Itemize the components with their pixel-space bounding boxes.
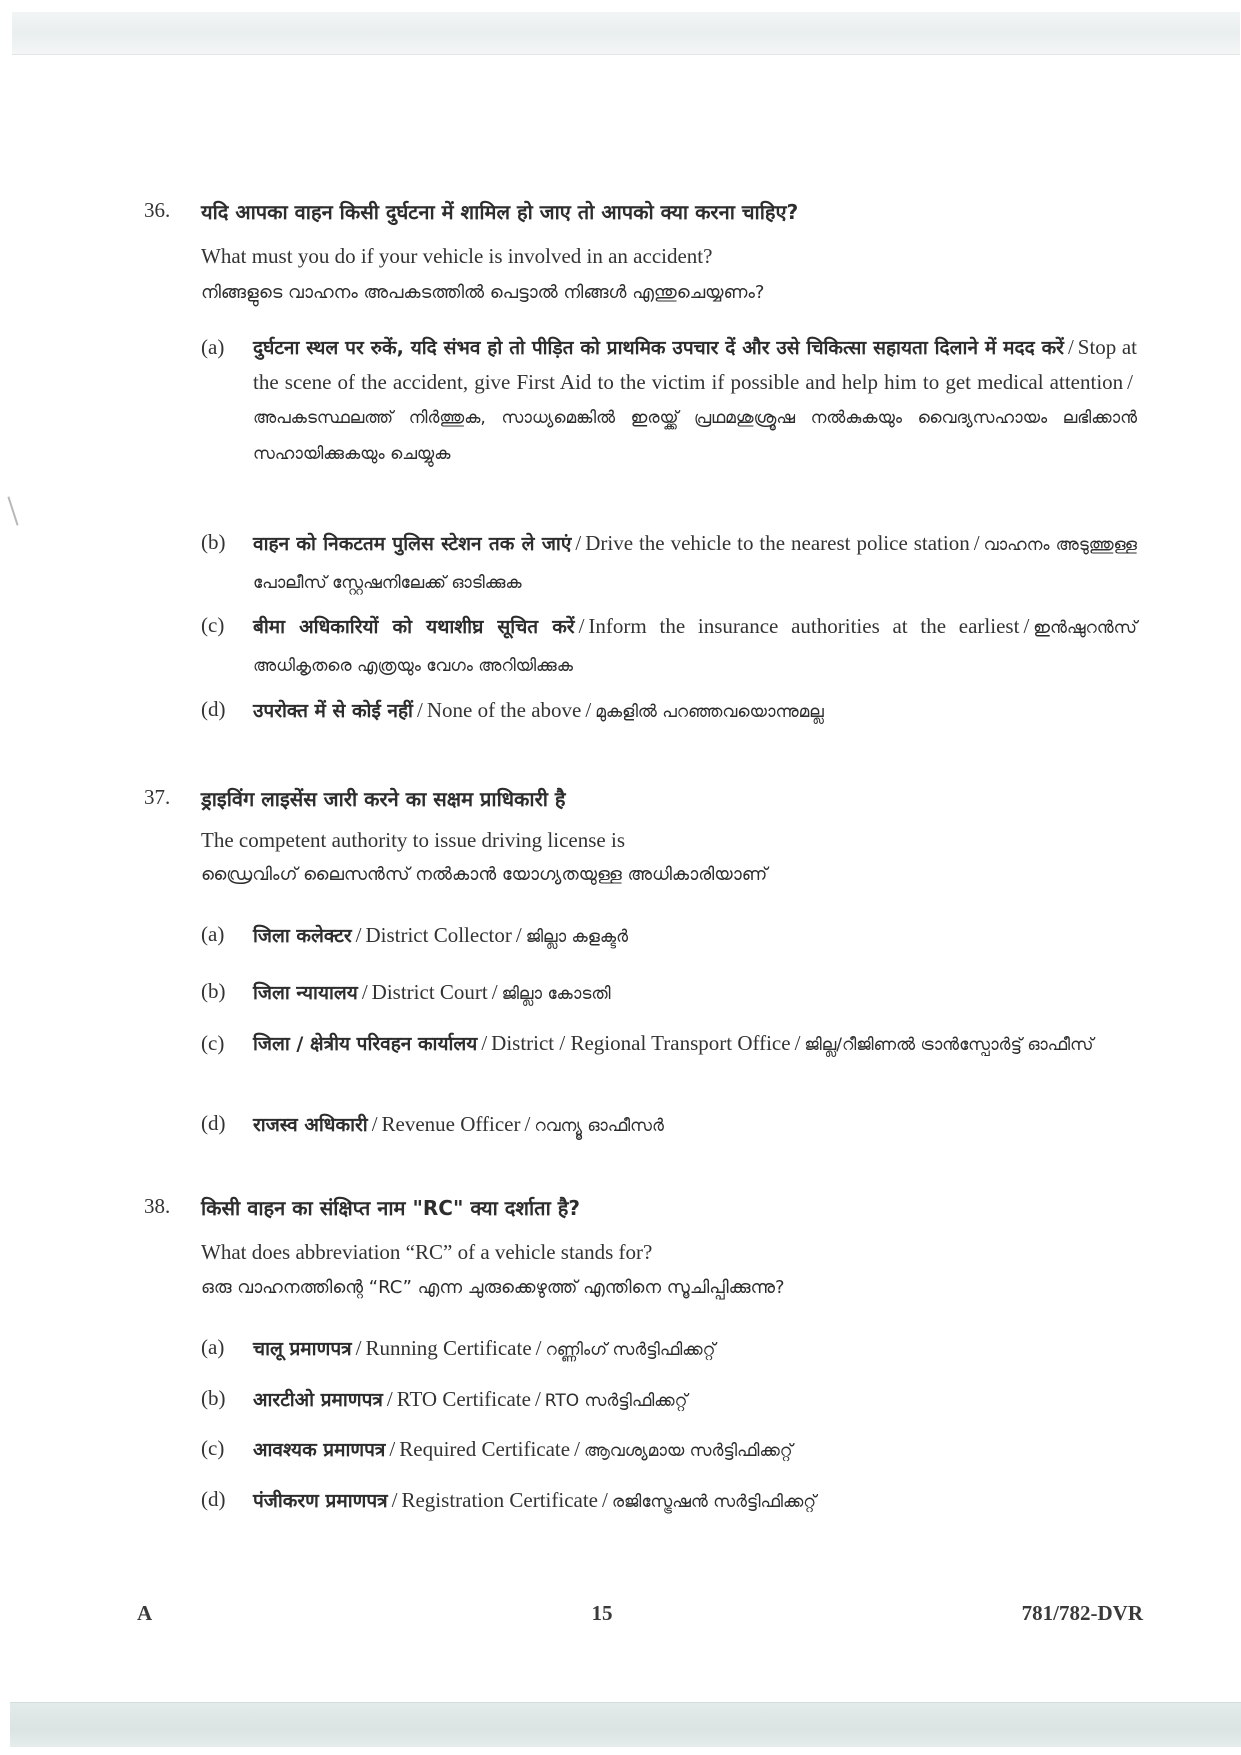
question-text-hindi: यदि आपका वाहन किसी दुर्घटना में शामिल हो जाए तो आपको क्या करना चाहिए? <box>201 200 799 224</box>
option-text-malayalam: ജില്ലാ കളക്ടർ <box>525 927 629 947</box>
separator: / <box>416 698 423 722</box>
option-text-malayalam: ജില്ല/റീജിണൽ ട്രാൻസ്പോർട്ട് ഓഫീസ് <box>804 1035 1094 1055</box>
separator: / <box>491 980 498 1004</box>
option-text-english: Registration Certificate <box>401 1488 599 1512</box>
option-text <box>253 330 1137 471</box>
separator: / <box>574 1437 580 1461</box>
option-text-malayalam: ഇൻഷുറൻസ് അധികൃതരെ എത്രയും വേഗം അറിയിക്കുക <box>253 618 1137 676</box>
option-text-hindi: दुर्घटना स्थल पर रुकें, यदि संभव हो तो पीड़ित को प्राथमिक उपचार दें और उसे चिकित्सा सहायता दिलाने में मदद करें <box>253 337 1064 359</box>
separator: / <box>1067 335 1074 359</box>
option-label: (d) <box>201 1111 226 1135</box>
question-text-english: The competent authority to issue driving license is <box>201 828 625 852</box>
option-text-malayalam: രജിസ്ട്രേഷൻ സർട്ടിഫിക്കറ്റ് <box>611 1492 817 1512</box>
separator: / <box>602 1488 608 1512</box>
question-number: 36. <box>144 198 171 222</box>
option-text <box>253 1482 1137 1520</box>
question-text-hindi: किसी वाहन का संक्षिप्त नाम "RC" क्या दर्शाता है? <box>201 1196 580 1220</box>
margin-pen-mark <box>7 496 18 525</box>
option-text-hindi: जिला कलेक्टर <box>253 925 352 947</box>
option-text-english: Drive the vehicle to the nearest police station <box>585 531 970 555</box>
option-text-english: Stop at the scene of the accident, give First Aid to the victim if possible and help him to get medical attention <box>253 335 1137 394</box>
option-label: (b) <box>201 979 226 1003</box>
option-text-english: Required Certificate <box>399 1437 571 1461</box>
separator: / <box>535 1336 542 1360</box>
option-text <box>253 608 1137 684</box>
option-label: (c) <box>201 1436 225 1460</box>
option-text-english: Revenue Officer <box>381 1112 521 1136</box>
option-label: (a) <box>201 335 225 359</box>
separator: / <box>389 1437 396 1461</box>
option-text-malayalam: വാഹനം അടുത്തുള്ള പോലീസ് സ്റ്റേഷനിലേക്ക് ഓടിക്കുക <box>253 535 1137 593</box>
option-text-hindi: वाहन को निकटतम पुलिस स्टेशन तक ले जाएं <box>253 533 572 555</box>
option-text-malayalam: റണ്ണിംഗ് സർട്ടിഫിക്കറ്റ് <box>545 1340 716 1360</box>
option-text-malayalam: അപകടസ്ഥലത്ത് നിർത്തുക, സാധ്യമെങ്കിൽ ഇരയ്ക്ക് പ്രഥമശുശ്രൂഷ നൽകുകയും വൈദ്യസഹായം ലഭിക്കാൻ സഹായിക്കുകയും ചെയ്യുക <box>253 408 1137 464</box>
scan-edge-bottom <box>10 1702 1241 1747</box>
option-text-hindi: आरटीओ प्रमाणपत्र <box>253 1389 383 1411</box>
option-text-english: Inform the insurance authorities at the earliest <box>588 614 1020 638</box>
question-text-malayalam: ഒരു വാഹനത്തിന്റെ “RC” എന്ന ചുരുക്കെഴുത്ത് എന്തിനെ സൂചിപ്പിക്കുന്നു? <box>201 1277 785 1298</box>
page-number: 15 <box>591 1601 613 1625</box>
question-text-malayalam: നിങ്ങളുടെ വാഹനം അപകടത്തിൽ പെട്ടാൽ നിങ്ങൾ എന്തുചെയ്യണം? <box>201 282 765 303</box>
option-text <box>253 1330 1137 1368</box>
option-label: (c) <box>201 1031 225 1055</box>
option-text-malayalam: RTO സർട്ടിഫിക്കറ്റ് <box>544 1391 688 1411</box>
separator: / <box>794 1031 801 1055</box>
separator: / <box>973 531 980 555</box>
option-text-hindi: जिला न्यायालय <box>253 982 358 1004</box>
question-text-malayalam: ഡ്രൈവിംഗ് ലൈസൻസ് നൽകാൻ യോഗ്യതയുള്ള അധികാരിയാണ് <box>201 864 768 885</box>
option-label: (a) <box>201 1335 225 1359</box>
separator: / <box>534 1387 541 1411</box>
option-text <box>253 917 1137 955</box>
option-label: (d) <box>201 1487 226 1511</box>
option-text-english: District Court <box>371 980 488 1004</box>
option-label: (b) <box>201 530 226 554</box>
option-text <box>253 1381 1137 1419</box>
separator: / <box>578 614 585 638</box>
separator: / <box>361 980 368 1004</box>
separator: / <box>355 923 362 947</box>
option-label: (d) <box>201 697 226 721</box>
option-label: (b) <box>201 1386 226 1410</box>
option-text-hindi: जिला / क्षेत्रीय परिवहन कार्यालय <box>253 1033 478 1055</box>
option-text-hindi: आवश्यक प्रमाणपत्र <box>253 1439 386 1461</box>
option-text <box>253 1026 1137 1062</box>
separator: / <box>515 923 522 947</box>
separator: / <box>524 1112 531 1136</box>
option-text <box>253 1106 1137 1144</box>
option-text-hindi: चालू प्रमाणपत्र <box>253 1338 352 1360</box>
separator: / <box>391 1488 398 1512</box>
set-code: A <box>137 1601 153 1625</box>
question-text-english: What does abbreviation “RC” of a vehicle stands for? <box>201 1240 653 1264</box>
option-text-malayalam: ജില്ലാ കോടതി <box>501 984 611 1004</box>
separator: / <box>371 1112 378 1136</box>
option-text-english: RTO Certificate <box>396 1387 531 1411</box>
separator: / <box>585 698 592 722</box>
question-number: 37. <box>144 785 171 809</box>
option-text-malayalam: മുകളിൽ പറഞ്ഞവയൊന്നുമല്ല <box>595 702 824 722</box>
separator: / <box>1023 614 1030 638</box>
separator: / <box>386 1387 393 1411</box>
option-text <box>253 974 1137 1012</box>
option-label: (a) <box>201 922 225 946</box>
question-text-english: What must you do if your vehicle is involved in an accident? <box>201 244 713 268</box>
separator: / <box>355 1336 362 1360</box>
option-text-hindi: पंजीकरण प्रमाणपत्र <box>253 1490 388 1512</box>
option-text <box>253 1431 1137 1469</box>
option-text <box>253 692 1137 730</box>
option-text-hindi: बीमा अधिकारियों को यथाशीघ्र सूचित करें <box>253 616 575 638</box>
option-text-malayalam: ആവശ്യമായ സർട്ടിഫിക്കറ്റ് <box>583 1441 793 1461</box>
separator: / <box>481 1031 488 1055</box>
option-text <box>253 525 1137 601</box>
scan-edge-top <box>12 12 1240 55</box>
question-text-hindi: ड्राइविंग लाइसेंस जारी करने का सक्षम प्राधिकारी है <box>201 787 566 811</box>
option-text-english: Running Certificate <box>365 1336 532 1360</box>
option-text-hindi: उपरोक्त में से कोई नहीं <box>253 700 413 722</box>
option-text-malayalam: റവന്യൂ ഓഫീസർ <box>534 1116 664 1136</box>
separator: / <box>575 531 582 555</box>
option-text-english: District Collector <box>365 923 512 947</box>
option-label: (c) <box>201 613 225 637</box>
question-number: 38. <box>144 1194 171 1218</box>
paper-code: 781/782-DVR <box>1021 1601 1143 1625</box>
option-text-hindi: राजस्व अधिकारी <box>253 1114 368 1136</box>
option-text-english: None of the above <box>426 698 582 722</box>
option-text-english: District / Regional Transport Office <box>491 1031 791 1055</box>
separator: / <box>1127 370 1133 394</box>
